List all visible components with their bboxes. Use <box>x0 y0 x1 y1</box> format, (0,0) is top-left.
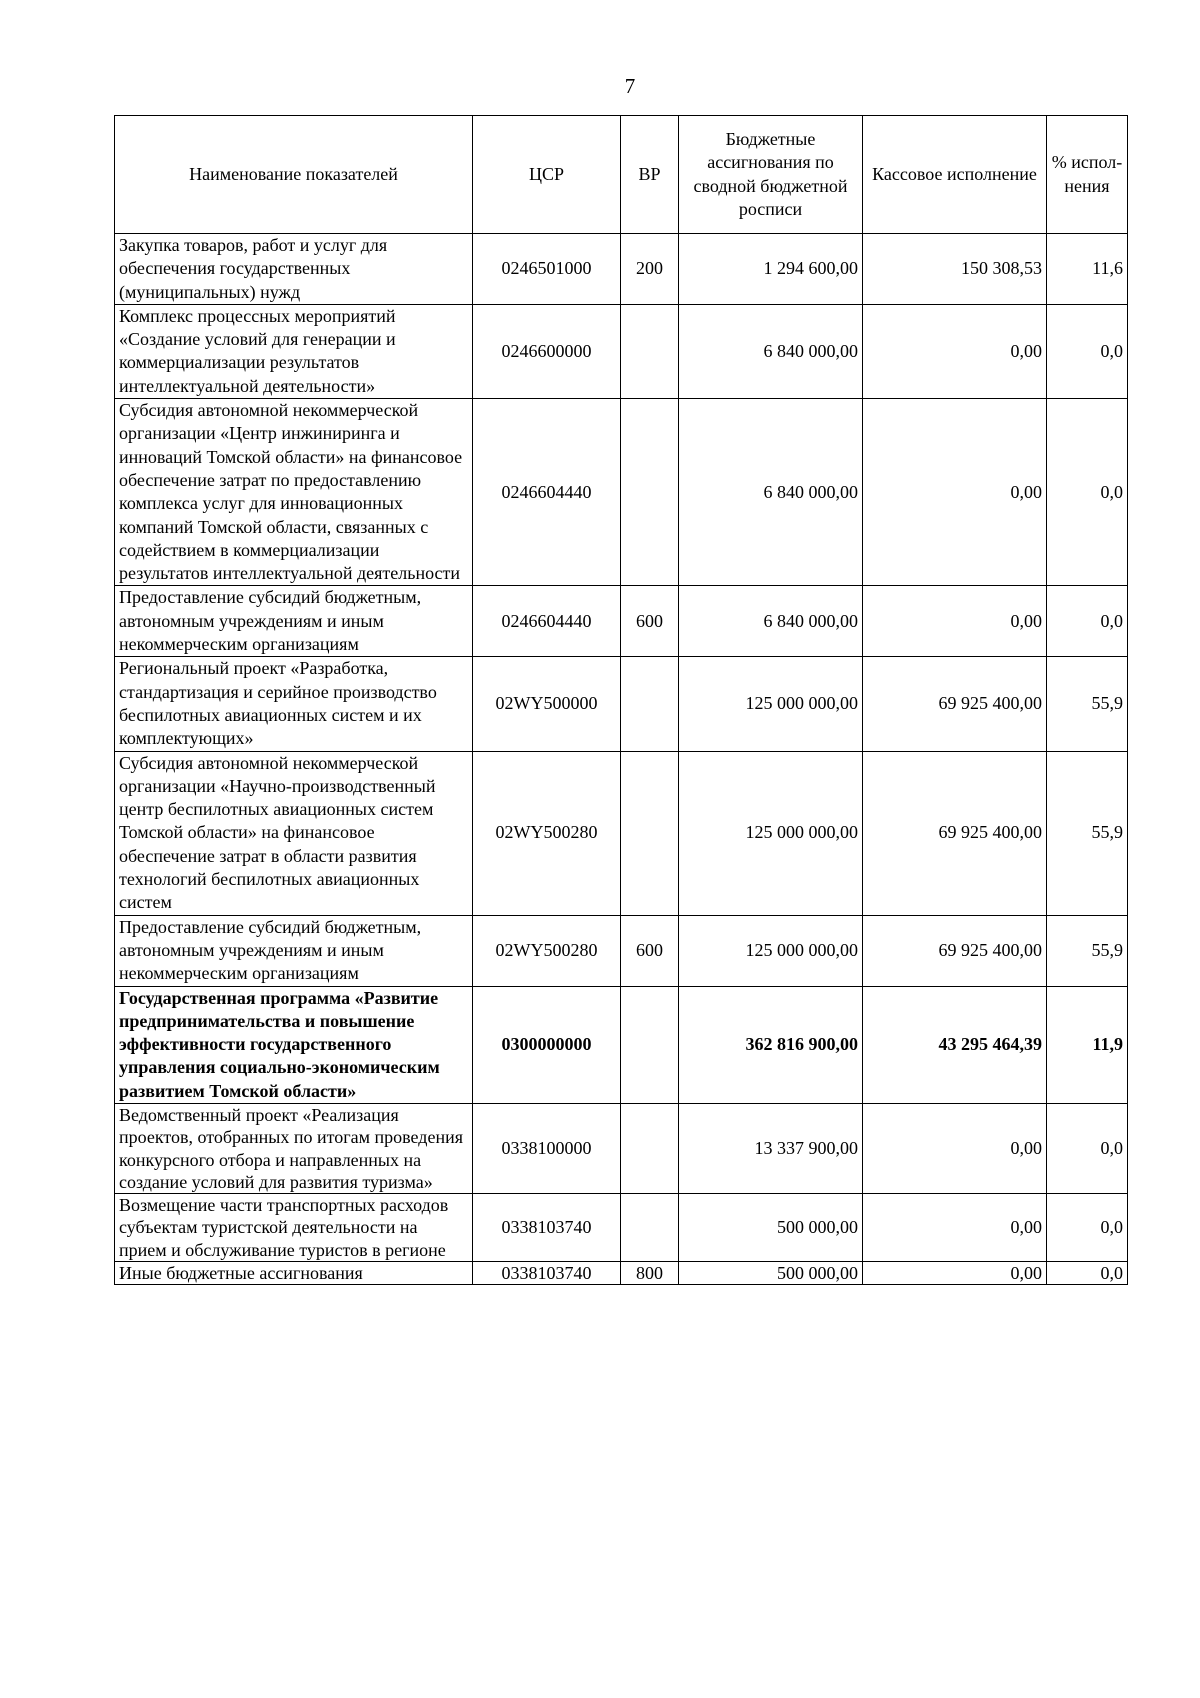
row-budget: 6 840 000,00 <box>679 399 863 586</box>
row-budget: 125 000 000,00 <box>679 657 863 751</box>
table-row <box>115 1103 1128 1193</box>
row-pct: 0,0 <box>1047 1262 1128 1285</box>
row-vr <box>621 304 679 398</box>
row-vr <box>621 1103 679 1193</box>
row-name: Возмещение части транспортных расходов субъектам туристской деятельности на прием и обслуживание туристов в регионе <box>115 1194 473 1262</box>
row-name: Предоставление субсидий бюджетным, автономным учреждениям и иным некоммерческим организациям <box>115 915 473 986</box>
table-row <box>115 1194 1128 1262</box>
row-vr: 600 <box>621 586 679 657</box>
header-cash: Кассовое исполнение <box>863 116 1047 234</box>
row-csr: 0246600000 <box>473 304 621 398</box>
row-pct: 0,0 <box>1047 586 1128 657</box>
row-budget: 500 000,00 <box>679 1262 863 1285</box>
row-cash: 150 308,53 <box>863 234 1047 305</box>
row-cash: 0,00 <box>863 586 1047 657</box>
table-row <box>115 234 1128 305</box>
row-budget: 6 840 000,00 <box>679 586 863 657</box>
table-header-row <box>115 116 1128 234</box>
header-pct: % испол-нения <box>1047 116 1128 234</box>
row-budget: 125 000 000,00 <box>679 915 863 986</box>
row-cash: 0,00 <box>863 1194 1047 1262</box>
row-pct: 0,0 <box>1047 304 1128 398</box>
row-budget: 500 000,00 <box>679 1194 863 1262</box>
row-vr <box>621 1194 679 1262</box>
row-csr: 02WY500280 <box>473 915 621 986</box>
row-budget: 1 294 600,00 <box>679 234 863 305</box>
row-cash: 0,00 <box>863 399 1047 586</box>
row-budget: 13 337 900,00 <box>679 1103 863 1193</box>
row-budget: 362 816 900,00 <box>679 986 863 1103</box>
row-name: Ведомственный проект «Реализация проектов, отобранных по итогам проведения конкурсного отбора и направленных на создание условий для развития туризма» <box>115 1103 473 1193</box>
row-csr: 0246604440 <box>473 399 621 586</box>
row-cash: 0,00 <box>863 1103 1047 1193</box>
row-vr <box>621 986 679 1103</box>
table-row <box>115 986 1128 1103</box>
table-row <box>115 915 1128 986</box>
row-budget: 125 000 000,00 <box>679 751 863 915</box>
row-cash: 0,00 <box>863 304 1047 398</box>
row-name: Закупка товаров, работ и услуг для обеспечения государственных (муниципальных) нужд <box>115 234 473 305</box>
row-pct: 0,0 <box>1047 1194 1128 1262</box>
row-csr: 02WY500000 <box>473 657 621 751</box>
table-row <box>115 304 1128 398</box>
row-vr <box>621 657 679 751</box>
row-name: Предоставление субсидий бюджетным, автономным учреждениям и иным некоммерческим организациям <box>115 586 473 657</box>
header-csr: ЦСР <box>473 116 621 234</box>
row-name: Государственная программа «Развитие предпринимательства и повышение эффективности государственного управления социально-экономическим развитием Томской области» <box>115 986 473 1103</box>
row-name: Региональный проект «Разработка, стандартизация и серийное производство беспилотных авиационных систем и их комплектующих» <box>115 657 473 751</box>
row-vr <box>621 751 679 915</box>
header-budget: Бюджетные ассигнования по сводной бюджетной росписи <box>679 116 863 234</box>
header-name: Наименование показателей <box>115 116 473 234</box>
table-row <box>115 586 1128 657</box>
row-name: Субсидия автономной некоммерческой организации «Научно-производственный центр беспилотных авиационных систем Томской области» на финансовое обеспечение затрат в области развития технологий беспилотных авиационных систем <box>115 751 473 915</box>
table-row <box>115 657 1128 751</box>
row-csr: 02WY500280 <box>473 751 621 915</box>
row-csr: 0246604440 <box>473 586 621 657</box>
row-name: Субсидия автономной некоммерческой организации «Центр инжиниринга и инноваций Томской области» на финансовое обеспечение затрат по предоставлению комплекса услуг для инновационных компаний Томской области, связанных с содействием в коммерциализации результатов интеллектуальной деятельности <box>115 399 473 586</box>
row-name: Иные бюджетные ассигнования <box>115 1262 473 1285</box>
row-csr: 0300000000 <box>473 986 621 1103</box>
row-cash: 43 295 464,39 <box>863 986 1047 1103</box>
row-vr <box>621 399 679 586</box>
row-vr: 200 <box>621 234 679 305</box>
row-vr: 600 <box>621 915 679 986</box>
row-csr: 0246501000 <box>473 234 621 305</box>
row-csr: 0338100000 <box>473 1103 621 1193</box>
row-budget: 6 840 000,00 <box>679 304 863 398</box>
row-pct: 55,9 <box>1047 915 1128 986</box>
row-cash: 69 925 400,00 <box>863 915 1047 986</box>
row-pct: 0,0 <box>1047 1103 1128 1193</box>
row-name: Комплекс процессных мероприятий «Создание условий для генерации и коммерциализации результатов интеллектуальной деятельности» <box>115 304 473 398</box>
row-csr: 0338103740 <box>473 1194 621 1262</box>
row-cash: 69 925 400,00 <box>863 751 1047 915</box>
row-pct: 11,6 <box>1047 234 1128 305</box>
row-pct: 55,9 <box>1047 751 1128 915</box>
row-pct: 11,9 <box>1047 986 1128 1103</box>
row-cash: 69 925 400,00 <box>863 657 1047 751</box>
table-row <box>115 399 1128 586</box>
header-vr: ВР <box>621 116 679 234</box>
row-cash: 0,00 <box>863 1262 1047 1285</box>
row-pct: 55,9 <box>1047 657 1128 751</box>
row-csr: 0338103740 <box>473 1262 621 1285</box>
page-number: 7 <box>624 74 636 98</box>
row-vr: 800 <box>621 1262 679 1285</box>
row-pct: 0,0 <box>1047 399 1128 586</box>
table-row <box>115 1262 1128 1285</box>
budget-execution-table <box>114 115 1128 1285</box>
table-row <box>115 751 1128 915</box>
